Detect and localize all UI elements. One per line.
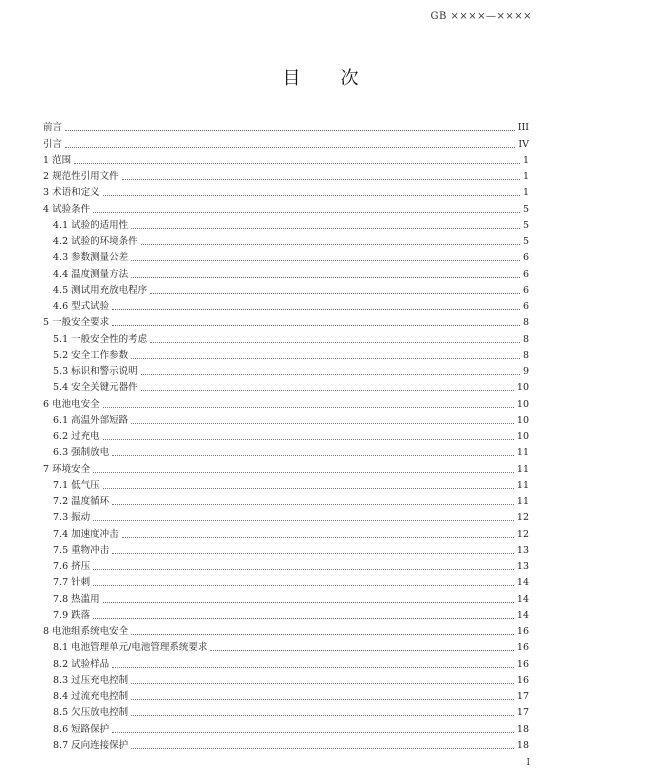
- toc-entry-page: III: [517, 122, 529, 134]
- toc-entry[interactable]: [43, 427, 529, 443]
- toc-entry-page: 17: [516, 707, 529, 719]
- toc-leader-dots: [122, 537, 514, 538]
- toc-entry-title: 前言: [43, 122, 63, 134]
- toc-entry-page: 13: [516, 544, 529, 556]
- toc-leader-dots: [93, 520, 514, 521]
- toc-entry-title: 7.7 针刺: [53, 577, 91, 589]
- toc-entry-title: 6.3 强制放电: [53, 447, 110, 459]
- toc-entry-title: 6.1 高温外部短路: [53, 414, 129, 426]
- toc-entry[interactable]: [43, 264, 529, 280]
- toc-leader-dots: [103, 602, 514, 603]
- toc-entry-page: 8: [522, 317, 529, 329]
- toc-entry-title: 7.1 低气压: [53, 479, 100, 491]
- toc-entry[interactable]: [43, 557, 529, 573]
- toc-entry-page: 6: [522, 284, 529, 296]
- toc-entry-title: 5.2 安全工作参数: [53, 349, 129, 361]
- toc-entry[interactable]: [43, 671, 529, 687]
- toc-entry-page: 11: [516, 496, 529, 507]
- toc-leader-dots: [112, 325, 520, 326]
- toc-entry[interactable]: [43, 476, 529, 492]
- toc-leader-dots: [112, 667, 514, 668]
- toc-entry-title: 5 一般安全要求: [43, 317, 110, 329]
- toc-entry[interactable]: [43, 199, 529, 215]
- toc-entry-page: 16: [516, 674, 529, 686]
- toc-leader-dots: [103, 195, 520, 196]
- toc-leader-dots: [131, 228, 520, 229]
- toc-entry-page: 10: [516, 414, 529, 426]
- toc-entry-title: 8.4 过流充电控制: [53, 691, 129, 702]
- toc-entry-title: 8.7 反向连接保护: [53, 739, 129, 751]
- toc-leader-dots: [103, 407, 514, 408]
- toc-entry-page: 5: [522, 219, 529, 231]
- toc-entry-title: 7.3 振动: [53, 512, 91, 524]
- toc-leader-dots: [131, 423, 514, 424]
- toc-leader-dots: [131, 634, 514, 635]
- toc-leader-dots: [131, 683, 514, 684]
- toc-entry-title: 8 电池组系统电安全: [43, 626, 129, 637]
- toc-entry-page: IV: [518, 138, 529, 150]
- toc-entry-title: 8.1 电池管理单元/电池管理系统要求: [53, 642, 208, 654]
- page-number: I: [526, 758, 530, 768]
- toc-leader-dots: [131, 277, 520, 278]
- toc-leader-dots: [141, 244, 520, 245]
- toc-entry[interactable]: [43, 492, 529, 508]
- toc-entry[interactable]: [43, 248, 529, 264]
- toc-leader-dots: [150, 293, 520, 294]
- toc-entry-title: 5.3 标识和警示说明: [53, 366, 138, 377]
- toc-entry-page: 10: [516, 398, 529, 410]
- toc-leader-dots: [131, 715, 514, 716]
- standard-code-header: GB ××××—××××: [430, 11, 532, 22]
- toc-entry-title: 8.5 欠压放电控制: [53, 707, 129, 719]
- toc-entry-page: 11: [516, 463, 529, 475]
- toc-entry-page: 14: [516, 577, 529, 589]
- toc-entry-title: 7.8 热滥用: [53, 593, 100, 605]
- toc-entry[interactable]: [43, 508, 529, 524]
- toc-entry-page: 12: [516, 528, 529, 540]
- toc-entry[interactable]: [43, 411, 529, 427]
- toc-entry-title: 4.2 试验的环境条件: [53, 236, 138, 247]
- toc-entry[interactable]: [43, 394, 529, 410]
- toc-entry[interactable]: [43, 622, 529, 638]
- toc-entry-title: 4.6 型式试验: [53, 301, 110, 312]
- toc-entry-title: 7.6 挤压: [53, 561, 91, 572]
- toc-entry-title: 7.2 温度循环: [53, 496, 110, 507]
- toc-entry[interactable]: [43, 573, 529, 589]
- toc-entry[interactable]: [43, 736, 529, 752]
- toc-leader-dots: [65, 130, 515, 131]
- toc-entry-page: 16: [516, 626, 529, 637]
- toc-entry[interactable]: [43, 524, 529, 540]
- toc-leader-dots: [103, 488, 514, 489]
- toc-leader-dots: [210, 650, 514, 651]
- toc-leader-dots: [112, 455, 514, 456]
- toc-entry-page: 6: [522, 301, 529, 312]
- toc-entry-title: 4.1 试验的适用性: [53, 219, 129, 231]
- toc-entry-title: 5.4 安全关键元器件: [53, 382, 138, 394]
- toc-entry-page: 11: [516, 447, 529, 459]
- toc-entry[interactable]: [43, 459, 529, 475]
- toc-entry[interactable]: [43, 216, 529, 232]
- toc-entry[interactable]: [43, 167, 529, 183]
- toc-entry[interactable]: [43, 638, 529, 654]
- toc-entry-title: 1 范围: [43, 154, 72, 166]
- toc-leader-dots: [112, 553, 514, 554]
- toc-entry-page: 8: [522, 349, 529, 361]
- toc-entry-page: 12: [516, 512, 529, 524]
- toc-entry-page: 18: [516, 739, 529, 751]
- toc-leader-dots: [150, 342, 520, 343]
- toc-entry-title: 3 术语和定义: [43, 187, 100, 199]
- toc-leader-dots: [93, 569, 514, 570]
- toc-leader-dots: [141, 374, 520, 375]
- toc-entry-page: 1: [522, 154, 529, 166]
- toc-leader-dots: [141, 390, 514, 391]
- toc-entry-page: 14: [516, 609, 529, 621]
- toc-leader-dots: [103, 439, 514, 440]
- toc-entry-title: 4.5 测试用充放电程序: [53, 284, 148, 296]
- toc-entry-page: 13: [516, 561, 529, 572]
- toc-entry-page: 5: [522, 236, 529, 247]
- toc-entry[interactable]: [43, 362, 529, 378]
- toc-entry[interactable]: [43, 118, 529, 134]
- toc-leader-dots: [112, 504, 514, 505]
- toc-leader-dots: [131, 260, 520, 261]
- toc-entry-title: 5.1 一般安全性的考虑: [53, 333, 148, 345]
- toc-entry[interactable]: [43, 443, 529, 459]
- toc-entry[interactable]: [43, 313, 529, 329]
- toc-leader-dots: [131, 748, 514, 749]
- toc-entry-title: 6.2 过充电: [53, 431, 100, 442]
- toc-entry[interactable]: [43, 297, 529, 313]
- toc-entry[interactable]: [43, 183, 529, 199]
- toc-entry-page: 16: [516, 658, 529, 670]
- toc-entry-title: 引言: [43, 138, 63, 150]
- toc-entry-title: 8.3 过压充电控制: [53, 674, 129, 686]
- toc-leader-dots: [122, 179, 520, 180]
- toc-entry[interactable]: [43, 329, 529, 345]
- toc-entry-page: 17: [516, 691, 529, 702]
- toc-leader-dots: [93, 212, 520, 213]
- toc-leader-dots: [93, 585, 514, 586]
- toc-entry-title: 4.4 温度测量方法: [53, 268, 129, 280]
- toc-entry[interactable]: [43, 541, 529, 557]
- toc-entry-page: 6: [522, 252, 529, 264]
- toc-entry-title: 7 环境安全: [43, 463, 91, 475]
- table-of-contents: [43, 118, 529, 752]
- toc-entry-page: 6: [522, 268, 529, 280]
- toc-entry[interactable]: [43, 606, 529, 622]
- toc-entry-page: 18: [516, 723, 529, 735]
- toc-leader-dots: [74, 163, 520, 164]
- toc-leader-dots: [93, 472, 514, 473]
- toc-leader-dots: [112, 732, 514, 733]
- toc-leader-dots: [112, 309, 520, 310]
- toc-entry-page: 14: [516, 593, 529, 605]
- toc-entry-page: 8: [522, 333, 529, 345]
- toc-entry-page: 10: [516, 382, 529, 394]
- toc-entry[interactable]: [43, 378, 529, 394]
- toc-entry-page: 9: [522, 366, 529, 377]
- toc-entry-title: 4 试验条件: [43, 203, 91, 215]
- toc-leader-dots: [65, 147, 515, 148]
- page-title: 目次: [282, 68, 399, 89]
- toc-entry[interactable]: [43, 654, 529, 670]
- toc-entry-title: 7.4 加速度冲击: [53, 528, 119, 540]
- toc-entry-title: 6 电池电安全: [43, 398, 100, 410]
- toc-entry-title: 4.3 参数测量公差: [53, 252, 129, 264]
- toc-leader-dots: [131, 699, 514, 700]
- toc-entry[interactable]: [43, 151, 529, 167]
- toc-entry[interactable]: [43, 134, 529, 150]
- toc-entry-page: 1: [522, 171, 529, 182]
- toc-leader-dots: [93, 618, 514, 619]
- toc-entry[interactable]: [43, 346, 529, 362]
- toc-entry-title: 8.2 试验样品: [53, 658, 110, 670]
- toc-entry-title: 7.5 重物冲击: [53, 544, 110, 556]
- toc-entry[interactable]: [43, 703, 529, 719]
- toc-leader-dots: [131, 358, 520, 359]
- toc-entry-page: 10: [516, 431, 529, 442]
- toc-entry[interactable]: [43, 232, 529, 248]
- toc-entry[interactable]: [43, 687, 529, 703]
- toc-entry-title: 8.6 短路保护: [53, 723, 110, 735]
- toc-entry-page: 16: [516, 642, 529, 654]
- toc-entry[interactable]: [43, 589, 529, 605]
- toc-entry-page: 1: [522, 187, 529, 199]
- toc-entry-page: 5: [522, 203, 529, 215]
- toc-entry[interactable]: [43, 719, 529, 735]
- toc-entry[interactable]: [43, 281, 529, 297]
- toc-entry-title: 7.9 跌落: [53, 609, 91, 621]
- toc-entry-page: 11: [516, 479, 529, 491]
- toc-entry-title: 2 规范性引用文件: [43, 171, 119, 182]
